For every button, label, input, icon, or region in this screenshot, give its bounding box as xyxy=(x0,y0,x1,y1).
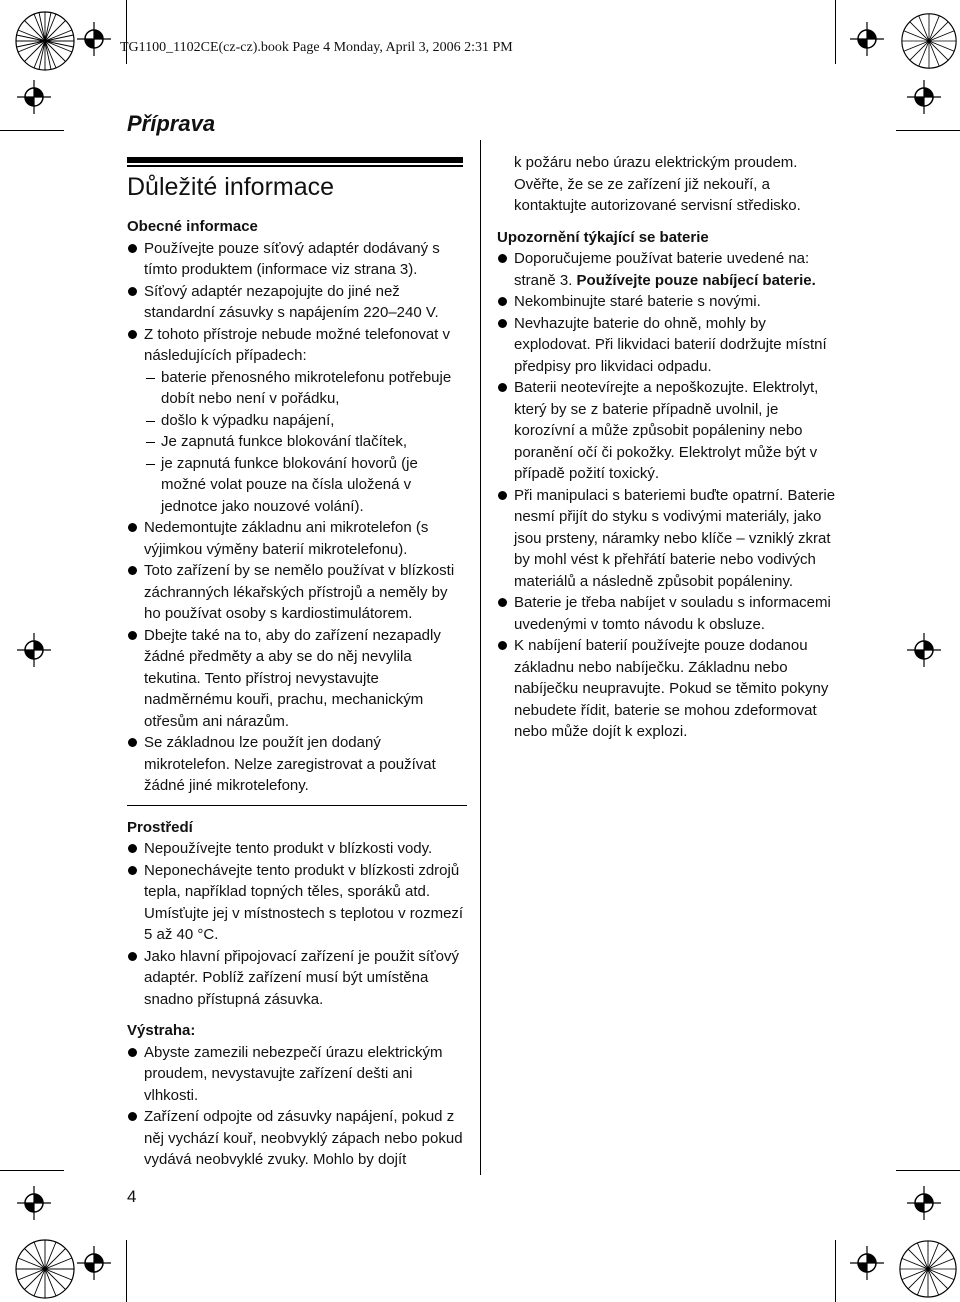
list-item: K nabíjení baterií používejte pouze dodanou základnu nebo nabíječku. Základnu nebo nabíječku neupravujte. Pokud se těmito pokyny nebudete řídit, baterie se mohou zdeformovat nebo může dojít k explozi. xyxy=(497,635,837,743)
list-item: Nekombinujte staré baterie s novými. xyxy=(497,291,837,313)
list-item: Abyste zamezili nebezpečí úrazu elektrickým proudem, nevystavujte zařízení dešti ani vlhkosti. xyxy=(127,1042,467,1107)
list-item: Baterii neotevírejte a nepoškozujte. Elektrolyt, který by se z baterie případně uvolnil, je korozívní a může způsobit popáleniny nebo poranění očí či pokožky. Elektrolyt může být v případě požití toxický. xyxy=(497,377,837,485)
section-title: Příprava xyxy=(127,111,216,136)
crosshair-mark-top-center-left xyxy=(77,22,111,56)
list-item: Se základnou lze použít jen dodaný mikrotelefon. Nelze zaregistrovat a používat žádné jiné mikrotelefony. xyxy=(127,732,467,797)
warning-heading: Výstraha: xyxy=(127,1022,196,1039)
list-item xyxy=(127,324,467,518)
title-rule-thin xyxy=(127,165,463,167)
list-item: Nepoužívejte tento produkt v blízkosti vody. xyxy=(127,838,467,860)
list-item: Neponechávejte tento produkt v blízkosti zdrojů tepla, například topných těles, sporáků atd. Umísťujte jej v místnostech s teplotou v rozmezí 5 až 40 °C. xyxy=(127,860,467,946)
crosshair-mark-top-center-right xyxy=(850,22,884,56)
title-rule xyxy=(127,157,463,163)
list-item: Při manipulaci s bateriemi buďte opatrní. Baterie nesmí přijít do styku s vodivými materiály, jako jsou prsteny, náramky nebo klíče – vzniklý zkrat by mohl vést k přehřátí baterie nebo vodivých materiálů a následně způsobit popáleniny. xyxy=(497,485,837,593)
crosshair-mark-right-lower xyxy=(907,1186,941,1220)
list-item xyxy=(497,248,837,291)
list-item-text: Doporučujeme používat baterie uvedené na: straně 3. xyxy=(514,250,810,289)
spacer xyxy=(127,1010,467,1020)
left-column xyxy=(127,216,467,1171)
crosshair-mark-right-middle xyxy=(907,633,941,667)
crosshair-mark-right-upper xyxy=(907,80,941,114)
battery-list xyxy=(497,248,837,743)
section-separator xyxy=(127,797,467,817)
continuation-text: k požáru nebo úrazu elektrickým proudem. Ověřte, že se ze zařízení již nekouří, a kontaktujte autorizované servisní středisko. xyxy=(514,154,801,214)
environment-heading: Prostředí xyxy=(127,818,193,836)
list-item: Baterie je třeba nabíjet v souladu s informacemi uvedenými v tomto návodu k obsluze. xyxy=(497,592,837,635)
spacer xyxy=(497,217,837,227)
crosshair-mark-left-middle xyxy=(17,633,51,667)
sub-list-item: Je zapnutá funkce blokování tlačítek, xyxy=(144,431,467,453)
warning-list xyxy=(127,1042,467,1171)
crosshair-mark-bottom-center-left xyxy=(77,1246,111,1280)
registration-mark-top-left xyxy=(14,10,76,72)
crop-line xyxy=(896,130,960,131)
crop-line xyxy=(0,130,64,131)
crop-line xyxy=(0,1170,64,1171)
sub-list xyxy=(144,367,467,518)
sub-list-item: je zapnutá funkce blokování hovorů (je možné volat pouze na čísla uložená v jednotce jako nouzové volání). xyxy=(144,453,467,518)
general-list xyxy=(127,238,467,797)
list-item-emphasis: Používejte pouze nabíjecí baterie. xyxy=(576,271,816,289)
registration-mark-bottom-left xyxy=(14,1238,76,1300)
list-item: Nedemontujte základnu ani mikrotelefon (s výjimkou výměny baterií mikrotelefonu). xyxy=(127,517,467,560)
battery-heading: Upozornění týkající se baterie xyxy=(497,228,709,246)
list-item: Jako hlavní připojovací zařízení je použit síťový adaptér. Poblíž zařízení musí být umístěna snadno přístupná zásuvka. xyxy=(127,946,467,1011)
list-item: Dbejte také na to, aby do zařízení nezapadly žádné předměty a aby se do něj nevylila tekutina. Tento přístroj nevystavujte nadměrnému kouři, prachu, mechanickým otřesům ani nárazům. xyxy=(127,625,467,733)
registration-mark-bottom-right xyxy=(898,1238,958,1300)
crosshair-mark-left-lower xyxy=(17,1186,51,1220)
crop-line xyxy=(126,1240,127,1302)
list-item-text: Z tohoto přístroje nebude možné telefonovat v následujících případech: xyxy=(144,325,451,364)
column-divider xyxy=(480,140,481,1175)
general-heading: Obecné informace xyxy=(127,218,258,235)
crop-line xyxy=(835,1240,836,1302)
environment-list xyxy=(127,838,467,1010)
list-item: Používejte pouze síťový adaptér dodávaný s tímto produktem (informace viz strana 3). xyxy=(127,238,467,281)
page-number: 4 xyxy=(127,1187,137,1206)
book-info-line: TG1100_1102CE(cz-cz).book Page 4 Monday, April 3, 2006 2:31 PM xyxy=(120,40,513,55)
sub-list-item: baterie přenosného mikrotelefonu potřebuje dobít nebo není v pořádku, xyxy=(144,367,467,410)
registration-mark-top-right xyxy=(900,10,958,72)
list-item: Nevhazujte baterie do ohně, mohly by explodovat. Při likvidaci baterií dodržujte místní předpisy pro likvidaci odpadu. xyxy=(497,313,837,378)
crop-line xyxy=(896,1170,960,1171)
crosshair-mark-bottom-center-right xyxy=(850,1246,884,1280)
page-title: Důležité informace xyxy=(127,173,335,201)
right-column xyxy=(497,152,837,743)
crop-line xyxy=(835,0,836,64)
list-item: Toto zařízení by se nemělo používat v blízkosti záchranných lékařských přístrojů a neměly by ho používat osoby s kardiostimulátorem. xyxy=(127,560,467,625)
list-item: Síťový adaptér nezapojujte do jiné než standardní zásuvky s napájením 220–240 V. xyxy=(127,281,467,324)
crosshair-mark-left-upper xyxy=(17,80,51,114)
list-item: Zařízení odpojte od zásuvky napájení, pokud z něj vychází kouř, neobvyklý zápach nebo pokud vydává neobvyklé zvuky. Mohlo by dojít xyxy=(127,1106,467,1171)
sub-list-item: došlo k výpadku napájení, xyxy=(144,410,467,432)
